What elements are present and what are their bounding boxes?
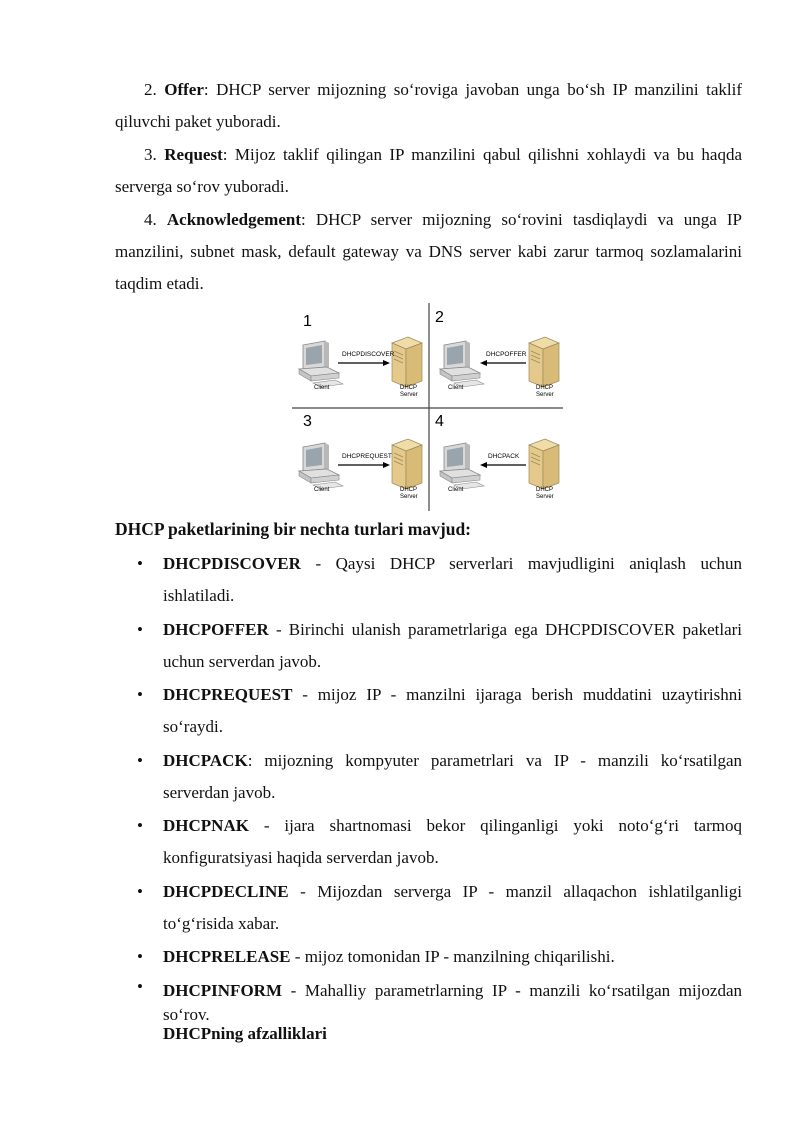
message-label: DHCPACK [488, 453, 520, 460]
quadrant-2 [435, 309, 559, 398]
client-label: Client [448, 487, 464, 493]
paragraph-text: : Mijoz taklif qilingan IP manzilini qabul qilishni xohlaydi va bu haqda serverga so‘rov yuboradi. [115, 145, 742, 196]
bullet-icon: • [137, 881, 143, 901]
client-computer-icon [440, 443, 484, 489]
list-item [137, 975, 742, 1027]
client-label: Client [448, 385, 464, 391]
message-label: DHCPREQUEST [342, 453, 392, 460]
client-label: Client [314, 385, 330, 391]
message-label: DHCPDISCOVER [342, 351, 395, 358]
item-number: 4. [144, 210, 167, 229]
packet-types-list [0, 548, 800, 1028]
list-item [137, 548, 742, 612]
paragraph-offer [115, 74, 742, 138]
term-offer: Offer [164, 80, 204, 99]
quadrant-number: 1 [303, 313, 312, 330]
server-label-line2: Server [536, 494, 554, 500]
paragraph-text: : DHCP server mijozning so‘rovini tasdiqlaydi va unga IP manzilini, subnet mask, default gateway va DNS server kabi zarur tarmoq sozlamalarini taqdim etadi. [115, 210, 742, 293]
packet-description: - Mijozdan serverga IP - manzil allaqachon ishlatilganligi to‘g‘risida xabar. [163, 881, 742, 933]
server-label-line1: DHCP [536, 385, 554, 391]
server-label-line2: Server [400, 494, 418, 500]
dhcp-server-icon [392, 337, 422, 387]
bullet-icon: • [137, 554, 143, 573]
arrowhead-icon [383, 360, 390, 366]
server-label-line1: DHCP [400, 487, 418, 493]
packet-term: DHCPOFFER [163, 619, 269, 639]
packet-term: DHCPRELEASE [163, 947, 291, 966]
list-item [137, 941, 742, 973]
bullet-icon: • [137, 750, 143, 770]
server-label-line2: Server [536, 392, 554, 398]
server-label-line2: Server [400, 392, 418, 398]
dhcp-process-diagram [290, 301, 565, 513]
quadrant-3 [299, 413, 422, 500]
dhcp-server-icon [529, 439, 559, 489]
packet-description: - Birinchi ulanish parametrlariga ega DHCPDISCOVER paketlari uchun serverdan javob. [163, 619, 742, 671]
quadrant-1 [299, 313, 422, 398]
packet-description: - mijoz tomonidan IP - manzilning chiqarilishi. [290, 947, 615, 966]
client-label: Client [314, 487, 330, 493]
item-number: 3. [144, 145, 165, 164]
quadrant-number: 3 [303, 413, 312, 430]
advantages-heading: DHCPning afzalliklari [163, 1024, 327, 1043]
quadrant-number: 4 [435, 413, 444, 430]
packet-description: - mijoz IP - manzilni ijaraga berish muddatini uzaytirishni so‘raydi. [163, 685, 742, 736]
packets-heading: DHCP paketlarining bir nechta turlari mavjud: [115, 519, 472, 539]
packet-term: DHCPDISCOVER [163, 554, 301, 573]
packet-term: DHCPREQUEST [163, 685, 293, 704]
packet-description: - Qaysi DHCP serverlari mavjudligini aniqlash uchun ishlatiladi. [163, 554, 742, 605]
message-label: DHCPOFFER [486, 351, 527, 358]
bullet-icon: • [137, 685, 143, 704]
arrowhead-icon [383, 462, 390, 468]
packet-description: - ijara shartnomasi bekor qilinganligi yoki noto‘g‘ri tarmoq konfiguratsiyasi haqida serverdan javob. [163, 816, 742, 867]
dhcp-server-icon [529, 337, 559, 387]
paragraph-text: : DHCP server mijozning so‘roviga javoban unga bo‘sh IP manzilini taklif qiluvchi paket yuboradi. [115, 80, 742, 131]
packet-term: DHCPDECLINE [163, 881, 289, 901]
client-computer-icon [440, 341, 484, 387]
packet-term: DHCPACK [163, 750, 248, 770]
list-item [137, 876, 742, 940]
term-acknowledgement: Acknowledgement [166, 210, 301, 229]
paragraph-request [115, 139, 742, 203]
bullet-icon: • [137, 947, 143, 966]
term-request: Request [164, 145, 223, 164]
quadrant-4 [435, 413, 559, 500]
client-computer-icon [299, 341, 343, 387]
packet-term: DHCPINFORM [163, 980, 282, 1000]
client-computer-icon [299, 443, 343, 489]
arrowhead-icon [480, 360, 487, 366]
packet-description: : mijozning kompyuter parametrlari va IP - manzili ko‘rsatilgan serverdan javob. [163, 750, 742, 802]
bullet-icon: • [137, 976, 143, 996]
list-item [137, 679, 742, 743]
bullet-icon: • [137, 619, 143, 639]
dhcp-server-icon [392, 439, 422, 489]
bullet-icon: • [137, 816, 143, 835]
server-label-line1: DHCP [400, 385, 418, 391]
list-item [137, 810, 742, 874]
item-number: 2. [144, 80, 165, 99]
paragraph-acknowledgement [115, 204, 742, 300]
server-label-line1: DHCP [536, 487, 554, 493]
list-item [137, 745, 742, 809]
list-item [137, 614, 742, 678]
quadrant-number: 2 [435, 309, 444, 326]
packet-term: DHCPNAK [163, 816, 249, 835]
packet-description: - Mahalliy parametrlarning IP - manzili ko‘rsatilgan mijozdan so‘rov. [163, 980, 742, 1024]
arrowhead-icon [480, 462, 487, 468]
